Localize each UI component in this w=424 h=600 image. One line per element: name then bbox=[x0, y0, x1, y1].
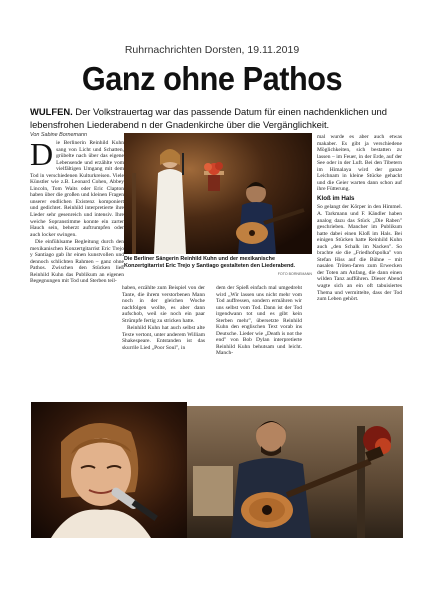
article-column-3 bbox=[216, 285, 302, 358]
paragraph: haben, erzählte zum Beispiel von der Tante, die ihrem verstorbenen Mann noch in der gleichen Woche nachfolgen wollte, es aber dann aufschob, weil sie noch ein paar Strümpfe fertig zu stricken hatte. bbox=[122, 285, 205, 324]
article-column-1 bbox=[30, 136, 124, 286]
photo-guitarist bbox=[187, 406, 403, 538]
lead-location: WULFEN. bbox=[30, 106, 73, 117]
paragraph: Die Berlinerin Reinhild Kuhn sang von Licht und Schatten, grübelte nach über das eigene Lebensende und erzählte vom vielfältigen Umgang mit dem Tod in verschiedenen Kulturkreisen. Viele Künstler wie z.B. Leonard Cohen, Abbey Lincoln, Tom Waits oder Eric Clapton haben über die großen und kleinen Fragen unserer endlichen Existenz komponiert und gedichtet. Reinhild interpretierte ihre Lieder sehr gesenreich und intensiv. Ihre weiche Sopranstimme konnte ein zarter Hauch sein, beherzt auftrumpfen oder auch locker swingen. bbox=[30, 136, 124, 238]
photo-credit: FOTO BORNEMANN bbox=[277, 272, 312, 276]
paragraph: So gelangt der Körper in den Himmel. A. Tarkmann und F. Kändler haben analog dazu das Stück „Die Raben" geschrieben. Mancher im Publikum hatte dabei einen Kloß im Hals. Bei einigen Stücken hatte Reinhild Kuhn auch „den Schalk im Nacken". So brachte sie die „Friedhofspolka" von Stefan Hiss auf die Bühne – mit nasalen Tröten-faren zum Erwecken der Toten am Anfang, die dann einen wilden Tanz aufführen. Dieser Abend wagte sich an ein oft tabuisiertes Thema und vermittelte, dass der Tod zum Leben gehört. bbox=[317, 204, 402, 303]
article-headline: Ganz ohne Pathos bbox=[81, 60, 343, 97]
photo-singer-and-guitarist bbox=[124, 133, 312, 254]
paragraph: mal wurde es aber auch etwas makaber. Es gibt ja verschiedene Möglichkeiten, sich bestatten zu lassen – im Feuer, in der Erde, auf der See oder in der Luft. Bei den Tibetern im Himalaya wird der ganze Leichnam in kleine Stücke gehackt und die Geier warten dann schon auf ihre Fütterung. bbox=[317, 134, 402, 193]
drop-cap: D bbox=[30, 136, 54, 172]
article-column-4 bbox=[317, 134, 402, 304]
lead-text: Der Volkstrauertag war das passende Datum für einen nachdenklichen und lebensfrohen Liederabend n der Gnadenkirche über die Vergänglichkeit. bbox=[30, 106, 387, 130]
section-subhead: Kloß im Hals bbox=[317, 194, 355, 202]
article-lead bbox=[30, 106, 400, 131]
paragraph: Die einfühlsame Begleitung durch den mexikanischen Konzertgitarrist Eric Trejo y Santiago gab ihr einen kunstvollen und dennoch schlichten Rahmen – ganz ohne Pathos. Zwischen den Stücken ließ Reinhild Kuhn das Publikum an eigenen Begegnungen mit Tod und Sterben teil- bbox=[30, 239, 124, 285]
paragraph: dem der Spieß einfach mal umgedreht wird „Wir lassen uns nicht mehr vom Tod auffressen, sondern ermähren wir uns selbst vom Tod. Dann ist der Tod irgendwann tot und es gibt kein Sterben mehr", übersetzte Reinhild Kuhn den englischen Text vorab ins Deutsche. Lieder wie „Death is not the end" von Bob Dylan interpretierte Reinhild Kuhn behutsam und leicht. Manch- bbox=[216, 285, 302, 357]
photo-singer-closeup bbox=[31, 402, 187, 538]
photo-caption: Die Berliner Sängerin Reinhild Kuhn und der mexikanische Konzertgitarrist Eric Trejo y Santiago gestalteten den Liederabend. bbox=[124, 256, 296, 269]
byline: Von Sabine Bornemann bbox=[30, 132, 88, 138]
article-column-2 bbox=[122, 285, 205, 352]
paragraph: Reinhild Kuhn hat auch selbst alte Texte vertont, unter anderem William Shakespeare. Entstanden ist das skurrile Lied „Poor Soul", in bbox=[122, 325, 205, 351]
newspaper-masthead: Ruhrnachrichten Dorsten, 19.11.2019 bbox=[124, 44, 300, 56]
